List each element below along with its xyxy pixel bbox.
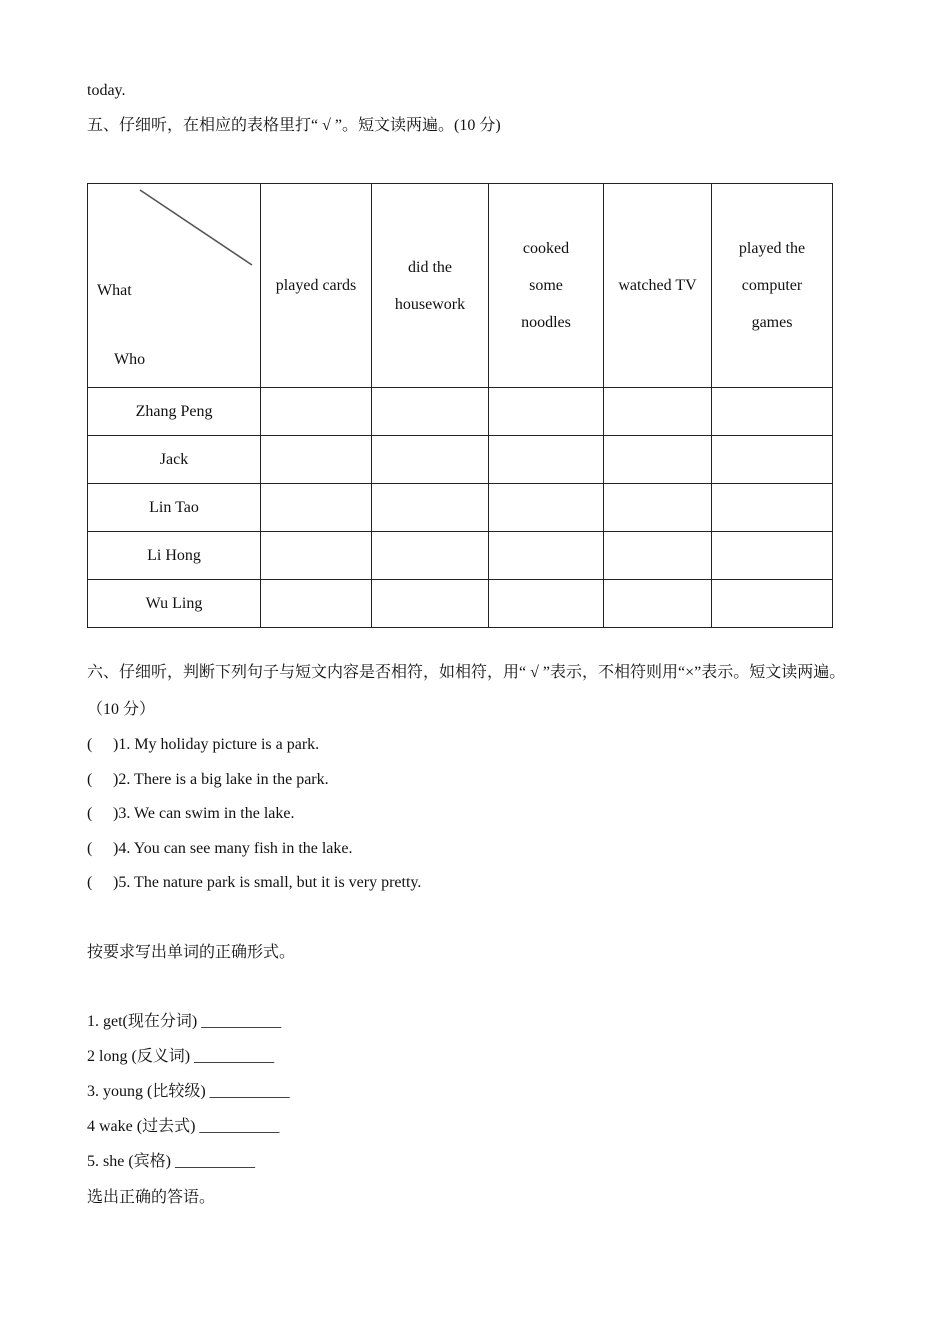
column-header-played-games: played the computer games <box>712 184 833 388</box>
table-row <box>88 388 833 436</box>
column-header-watched-tv: watched TV <box>604 184 712 388</box>
row-name-cell: Jack <box>88 436 261 484</box>
row-name-cell: Zhang Peng <box>88 388 261 436</box>
section6-title: 六、仔细听，判断下列句子与短文内容是否相符，如相符，用“ √ ”表示，不相符则用“×”表示。短文读两遍。 <box>87 664 846 681</box>
section6-score: （10 分） <box>87 701 156 718</box>
judgement-item-1: ( )1. My holiday picture is a park. <box>87 734 319 756</box>
judgement-item-2: ( )2. There is a big lake in the park. <box>87 769 329 791</box>
corner-what-label: What <box>97 282 132 299</box>
answer-cell[interactable] <box>372 484 489 532</box>
word-form-item-3[interactable]: 3. young (比较级) __________ <box>87 1083 290 1100</box>
answer-cell[interactable] <box>372 580 489 628</box>
word-form-item-4[interactable]: 4 wake (过去式) __________ <box>87 1118 280 1135</box>
answer-cell[interactable] <box>372 388 489 436</box>
answer-cell[interactable] <box>489 532 604 580</box>
answer-cell[interactable] <box>712 532 833 580</box>
answer-cell[interactable] <box>604 484 712 532</box>
word-form-item-5[interactable]: 5. she (宾格) __________ <box>87 1153 255 1170</box>
answer-cell[interactable] <box>372 532 489 580</box>
table-row <box>88 532 833 580</box>
answer-cell[interactable] <box>604 388 712 436</box>
answer-cell[interactable] <box>604 580 712 628</box>
answer-cell[interactable] <box>261 580 372 628</box>
answer-cell[interactable] <box>489 580 604 628</box>
answer-cell[interactable] <box>712 388 833 436</box>
answer-cell[interactable] <box>261 436 372 484</box>
choose-answers-title: 选出正确的答语。 <box>87 1189 216 1206</box>
table-row <box>88 484 833 532</box>
listening-table <box>87 183 833 628</box>
word-forms-title: 按要求写出单词的正确形式。 <box>87 944 296 961</box>
answer-blank[interactable]: ( <box>87 771 93 788</box>
answer-cell[interactable] <box>604 436 712 484</box>
row-name-cell: Lin Tao <box>88 484 261 532</box>
corner-who-label: Who <box>114 351 146 368</box>
table-header-row <box>88 184 833 388</box>
judgement-item-5: ( )5. The nature park is small, but it is very pretty. <box>87 872 421 894</box>
answer-blank[interactable]: ( <box>87 805 93 822</box>
table-row <box>88 436 833 484</box>
answer-cell[interactable] <box>712 580 833 628</box>
answer-cell[interactable] <box>489 388 604 436</box>
judgement-item-3: ( )3. We can swim in the lake. <box>87 803 294 825</box>
judgement-item-4: ( )4. You can see many fish in the lake. <box>87 838 353 860</box>
answer-cell[interactable] <box>712 484 833 532</box>
column-header-cooked-noodles: cooked some noodles <box>489 184 604 388</box>
word-form-item-2[interactable]: 2 long (反义词) __________ <box>87 1048 275 1065</box>
row-name-cell: Li Hong <box>88 532 261 580</box>
answer-cell[interactable] <box>604 532 712 580</box>
answer-cell[interactable] <box>261 532 372 580</box>
answer-cell[interactable] <box>712 436 833 484</box>
corner-cell <box>88 184 261 388</box>
intro-tail-text: today. <box>87 82 126 99</box>
answer-cell[interactable] <box>372 436 489 484</box>
answer-cell[interactable] <box>261 388 372 436</box>
column-header-did-housework: did the housework <box>372 184 489 388</box>
answer-cell[interactable] <box>489 484 604 532</box>
answer-blank[interactable]: ( <box>87 840 93 857</box>
word-form-item-1[interactable]: 1. get(现在分词) __________ <box>87 1013 282 1030</box>
section5-title: 五、仔细听，在相应的表格里打“ √ ”。短文读两遍。(10 分) <box>87 117 501 134</box>
answer-blank[interactable]: ( <box>87 736 93 753</box>
table-row <box>88 580 833 628</box>
answer-blank[interactable]: ( <box>87 874 93 891</box>
answer-cell[interactable] <box>261 484 372 532</box>
row-name-cell: Wu Ling <box>88 580 261 628</box>
column-header-played-cards: played cards <box>261 184 372 388</box>
answer-cell[interactable] <box>489 436 604 484</box>
